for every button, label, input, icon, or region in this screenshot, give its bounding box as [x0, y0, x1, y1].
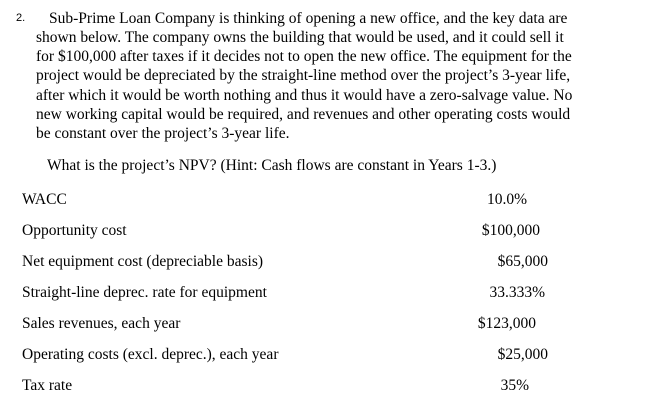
row-label: Sales revenues, each year: [22, 315, 181, 332]
row-label: Operating costs (excl. deprec.), each year: [22, 346, 279, 363]
table-row: [0, 253, 657, 273]
row-label: Tax rate: [22, 377, 73, 394]
table-row: [0, 191, 657, 211]
table-row: [0, 346, 657, 366]
question-prompt: What is the project’s NPV? (Hint: Cash flows are constant in Years 1-3.): [47, 157, 497, 174]
table-row: [0, 377, 657, 397]
row-value: $65,000: [497, 253, 548, 270]
question-text-line: shown below. The company owns the building that would be used, and it could sell it: [36, 29, 564, 46]
question-number: 2.: [16, 12, 26, 24]
table-row: [0, 315, 657, 335]
question-text-line: new working capital would be required, and revenues and other operating costs would: [36, 106, 571, 123]
row-label: Straight-line deprec. rate for equipment: [22, 284, 267, 301]
row-value: $25,000: [497, 346, 548, 363]
table-row: [0, 222, 657, 242]
question-text-line: after which it would be worth nothing and thus it would have a zero-salvage value. No: [36, 87, 573, 104]
row-value: 35%: [500, 377, 529, 394]
row-value: 10.0%: [486, 191, 527, 208]
row-label: Opportunity cost: [22, 222, 127, 239]
question-text-line: project would be depreciated by the straight-line method over the project’s 3-year life,: [36, 67, 571, 84]
table-row: [0, 284, 657, 304]
row-label: WACC: [22, 191, 67, 208]
row-value: $123,000: [477, 315, 536, 332]
row-value: 33.333%: [489, 284, 545, 301]
question-text-line: for $100,000 after taxes if it decides not to open the new office. The equipment for the: [36, 48, 572, 65]
question-text-line: be constant over the project’s 3-year life.: [36, 125, 290, 142]
row-label: Net equipment cost (depreciable basis): [22, 253, 264, 270]
question-text-line: Sub-Prime Loan Company is thinking of opening a new office, and the key data are: [49, 10, 568, 27]
row-value: $100,000: [481, 222, 540, 239]
